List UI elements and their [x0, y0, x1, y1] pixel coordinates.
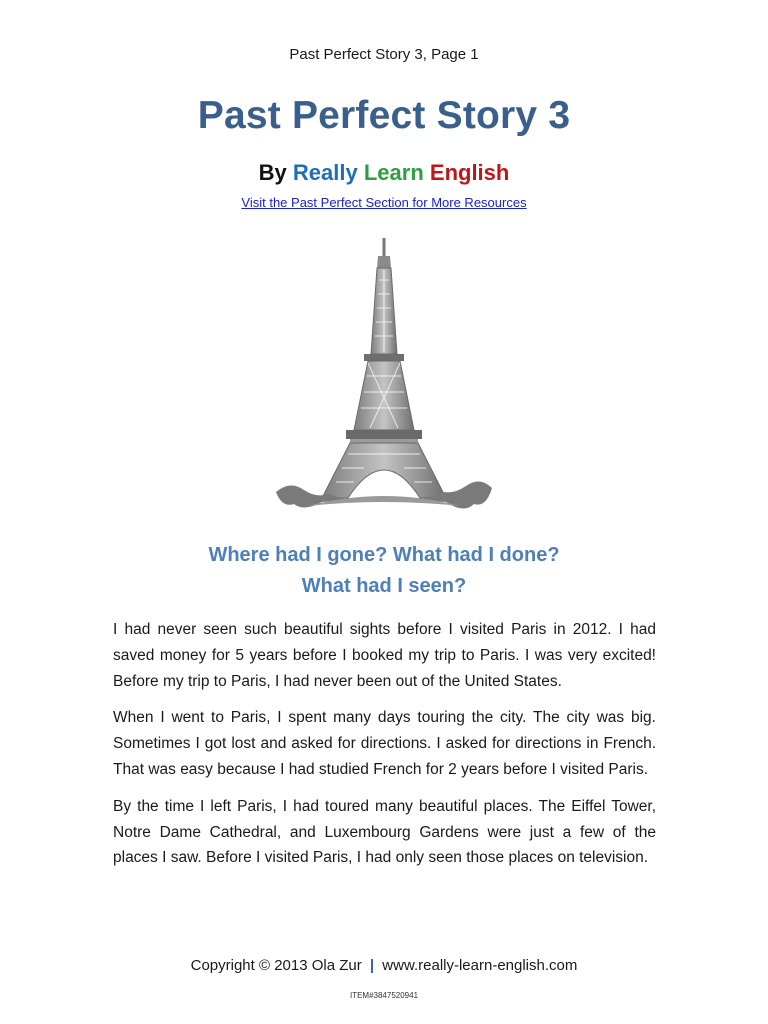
footer-separator: |: [369, 957, 375, 974]
brand-english: English: [429, 160, 510, 185]
website-url: www.really-learn-english.com: [382, 957, 578, 974]
story-question: [0, 540, 768, 602]
footer: [0, 957, 768, 974]
page-title: Past Perfect Story 3: [197, 94, 571, 137]
brand-really: Really: [292, 160, 358, 185]
story-paragraph-3: By the time I left Paris, I had toured many beautiful places. The Eiffel Tower, Notre Dame Cathedral, and Luxembourg Gardens were just a few of the places I saw. Before I visited Paris, I had only seen those places on television.: [113, 797, 656, 867]
byline-by: By: [258, 160, 287, 185]
story-body: [113, 617, 656, 882]
resource-link[interactable]: Visit the Past Perfect Section for More Resources: [241, 195, 527, 210]
byline: [0, 160, 768, 186]
copyright-text: Copyright © 2013 Ola Zur: [190, 957, 362, 974]
eiffel-tower-icon: [268, 236, 500, 536]
running-header: Past Perfect Story 3, Page 1: [289, 46, 479, 63]
brand-learn: Learn: [363, 160, 424, 185]
question-line-1: Where had I gone? What had I done?: [208, 544, 560, 566]
item-number: ITEM#3847520941: [349, 991, 419, 1000]
story-paragraph-1: I had never seen such beautiful sights before I visited Paris in 2012. I had saved money for 5 years before I booked my trip to Paris. I was very excited! Before my trip to Paris, I had never been out of the United States.: [113, 621, 656, 690]
question-line-2: What had I seen?: [301, 575, 467, 597]
resource-link-container: [0, 195, 768, 210]
story-paragraph-2: When I went to Paris, I spent many days touring the city. The city was big. Sometimes I got lost and asked for directions. I asked for directions in French. That was easy because I had studied French for 2 years before I visited Paris.: [113, 709, 656, 778]
